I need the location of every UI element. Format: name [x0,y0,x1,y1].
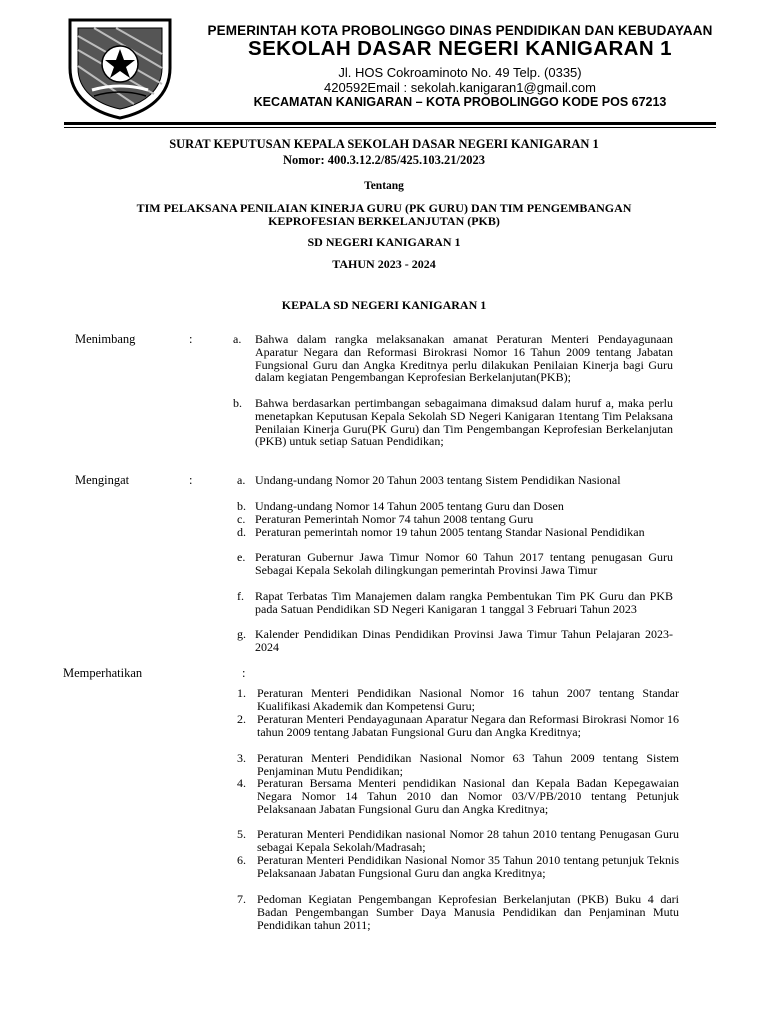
list-item [237,513,673,526]
decree-title: SURAT KEPUTUSAN KEPALA SEKOLAH DASAR NEGERI KANIGARAN 1 [169,137,599,151]
list-item [237,687,679,713]
list-marker: 1. [237,686,246,700]
list-marker: f. [237,589,244,603]
list-marker: b. [233,396,242,410]
school-email: 420592Email : sekolah.kanigaran1@gmail.com [324,80,596,95]
list-item [237,590,673,616]
list-text: Rapat Terbatas Tim Manajemen dalam rangka Pembentukan Tim PK Guru dan PKB pada Satuan Pendidikan SD Negeri Kanigaran 1 tanggal 3 Februari Tahun 2023 [255,589,673,616]
list-item [237,713,679,739]
list-item [237,551,673,577]
section-colon: : [189,332,193,346]
list-text: Peraturan Menteri Pendidikan Nasional Nomor 63 Tahun 2009 tentang Sistem Penjaminan Mutu Pendidikan; [257,751,679,778]
list-text: Peraturan Pemerintah Nomor 74 tahun 2008 tentang Guru [255,512,534,526]
list-text: Peraturan Menteri Pendidikan Nasional Nomor 35 Tahun 2010 tentang petunjuk Teknis Pelaksanaan Jabatan Fungsional Guru dan angka Kreditnya; [257,853,679,880]
list-marker: 3. [237,751,246,765]
principal-heading: KEPALA SD NEGERI KANIGARAN 1 [281,298,487,312]
list-text: Peraturan Bersama Menteri pendidikan Nasional dan Kepala Badan Kepegawaian Negara Nomor 14 Tahun 2010 dan Nomor 03/V/PB/2010 tentang Petunjuk Pelaksanaan Jabatan Fungsional Guru dan Angka Kreditnya; [257,776,679,816]
list-marker: 7. [237,892,246,906]
list-text: Peraturan Menteri Pendidikan nasional Nomor 28 tahun 2010 tentang Penugasan Guru sebagai Kepala Sekolah/Madrasah; [257,827,679,854]
list-text: Peraturan pemerintah nomor 19 tahun 2005 tentang Standar Nasional Pendidikan [255,525,645,539]
decree-subject-line2: KEPROFESIAN BERKELANJUTAN (PKB) [268,214,500,228]
government-name: PEMERINTAH KOTA PROBOLINGGO DINAS PENDIDIKAN DAN KEBUDAYAAN [207,23,713,38]
school-address: Jl. HOS Cokroaminoto No. 49 Telp. (0335) [338,65,582,80]
list-text: Peraturan Menteri Pendayagunaan Aparatur Negara dan Reformasi Birokrasi Nomor 16 tahun 2009 tentang Jabatan Fungsional Guru dan Angka Kreditnya; [257,712,679,739]
list-marker: 4. [237,776,246,790]
decree-subject-line1: TIM PELAKSANA PENILAIAN KINERJA GURU (PK GURU) DAN TIM PENGEMBANGAN [136,201,632,215]
section-colon: : [242,666,246,680]
list-marker: 2. [237,712,246,726]
list-text: Peraturan Menteri Pendidikan Nasional Nomor 16 tahun 2007 tentang Standar Kualifikasi Akademik dan Kompetensi Guru; [257,686,679,713]
list-marker: c. [237,512,246,526]
list-marker: d. [237,525,246,539]
list-marker: a. [237,473,246,487]
list-text: Kalender Pendidikan Dinas Pendidikan Provinsi Jawa Timur Tahun Pelajaran 2023-2024 [255,627,673,654]
section-label-memperhatikan: Memperhatikan [63,666,143,680]
list-marker: 6. [237,853,246,867]
list-marker: 5. [237,827,246,841]
list-marker: b. [237,499,246,513]
header-divider-thin [64,127,716,128]
about-label: Tentang [364,180,404,192]
list-text: Undang-undang Nomor 14 Tahun 2005 tentang Guru dan Dosen [255,499,564,513]
list-text: Pedoman Kegiatan Pengembangan Keprofesian Berkelanjutan (PKB) Buku 4 dari Badan Pengembangan Sumber Daya Manusia Pendidikan dan Penjaminan Mutu Pendidikan tahun 2011; [257,892,679,932]
list-text: Undang-undang Nomor 20 Tahun 2003 tentang Sistem Pendidikan Nasional [255,473,621,487]
section-colon: : [189,473,193,487]
list-item [237,893,679,931]
list-item [237,526,673,539]
section-label-mengingat: Mengingat [75,473,130,487]
section-label-menimbang: Menimbang [75,332,136,346]
school-district: KECAMATAN KANIGARAN – KOTA PROBOLINGGO KODE POS 67213 [253,95,667,109]
list-marker: e. [237,550,246,564]
list-item [237,854,679,880]
school-subject: SD NEGERI KANIGARAN 1 [307,235,461,249]
school-year: TAHUN 2023 - 2024 [332,257,436,271]
list-item [237,500,673,513]
list-item [237,752,679,778]
school-name: SEKOLAH DASAR NEGERI KANIGARAN 1 [248,37,672,60]
list-marker: g. [237,627,246,641]
list-item [233,397,673,448]
list-item [237,628,673,654]
list-text: Bahwa dalam rangka melaksanakan amanat Peraturan Menteri Pendayagunaan Aparatur Negara dan Reformasi Birokrasi Nomor 16 Tahun 2009 tentang Jabatan Fungsional Guru dan Angka Kreditnya perlu dilakukan Penilaian Kinerja bagi Guru dalam kegiatan Pengembangan Keprofesian Berkelanjutan(PKB); [255,332,673,385]
list-item [233,333,673,384]
list-text: Peraturan Gubernur Jawa Timur Nomor 60 Tahun 2017 tentang penugasan Guru Sebagai Kepala Sekolah dilingkungan pemerintah Provinsi Jawa Timur [255,550,673,577]
decree-number: Nomor: 400.3.12.2/85/425.103.21/2023 [282,153,486,167]
list-item [237,474,673,487]
list-item [237,828,679,854]
list-item [237,777,679,815]
header-divider [64,122,716,125]
list-marker: a. [233,332,242,346]
list-text: Bahwa berdasarkan pertimbangan sebagaimana dimaksud dalam huruf a, maka perlu menetapkan Keputusan Kepala Sekolah SD Negeri Kanigaran 1tentang Tim Pelaksana Penilaian Kinerja Guru(PK Guru) dan Tim Pengembangan Keprofesian Berkelanjutan (PKB) untuk setiap Satuan Pendidikan; [255,396,673,449]
